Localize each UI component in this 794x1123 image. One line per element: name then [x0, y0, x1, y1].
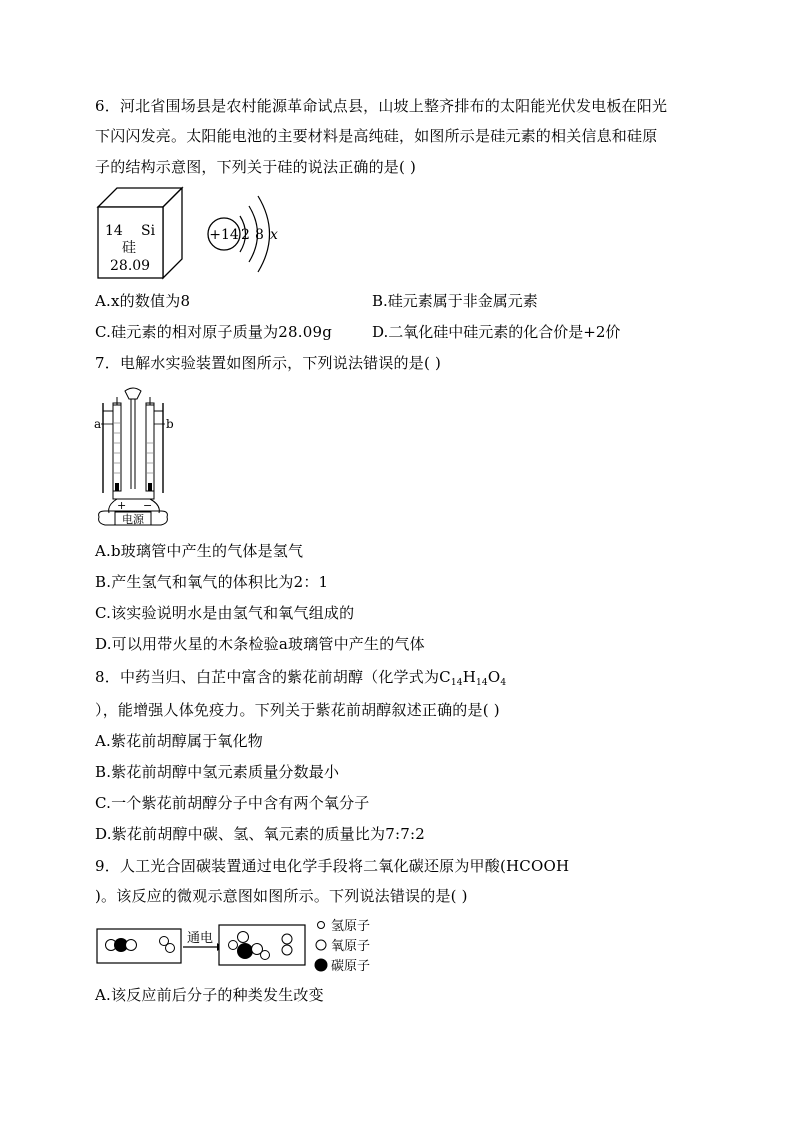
label-b: b: [166, 417, 174, 431]
element-name: 硅: [122, 240, 136, 256]
q7-option-b: B.产生氢气和氧气的体积比为2：1: [95, 573, 329, 591]
element-cell: [98, 188, 182, 278]
atomic-number: 14: [105, 223, 123, 239]
nucleus-charge: +14: [209, 227, 239, 243]
q8-stem-line-1: [95, 667, 506, 687]
q6-option-b: B.硅元素属于非金属元素: [372, 292, 538, 310]
q7-stem: 7．电解水实验装置如图所示，下列说法错误的是( ): [95, 354, 442, 372]
legend-carbon: 碳原子: [331, 959, 371, 974]
q6-stem-line-2: 下闪闪发亮。太阳能电池的主要材料是高纯硅，如图所示是硅元素的相关信息和硅原: [95, 127, 658, 145]
tube-a: [113, 403, 121, 491]
electrode-left: [115, 483, 119, 491]
power-label: 电源: [122, 513, 144, 526]
legend-oxygen: 氧原子: [331, 939, 371, 954]
q8-stem-text: 8．中药当归、白芷中富含的紫花前胡醇（化学式为: [95, 668, 440, 686]
shell-2-electrons: 8: [255, 227, 264, 243]
q8-option-c: C.一个紫花前胡醇分子中含有两个氧分子: [95, 794, 370, 812]
reaction-diagram: [95, 915, 395, 979]
legend-hydrogen-symbol: [318, 922, 325, 929]
legend-carbon-symbol: [315, 959, 328, 972]
arrow-label: 通电: [187, 931, 214, 946]
q8-option-a: A.紫花前胡醇属于氧化物: [95, 732, 264, 750]
q6-stem-line-3: 子的结构示意图，下列关于硅的说法正确的是( ): [95, 158, 417, 176]
q8-option-b: B.紫花前胡醇中氢元素质量分数最小: [95, 763, 340, 781]
q7-option-d: D.可以用带火星的木条检验a玻璃管中产生的气体: [95, 635, 425, 653]
atomic-mass: 28.09: [110, 258, 151, 274]
q7-option-a: A.b玻璃管中产生的气体是氢气: [95, 542, 304, 560]
electrolysis-apparatus: [93, 383, 183, 533]
q9-stem-line-2: )。该反应的微观示意图如图所示。下列说法错误的是( ): [95, 887, 468, 905]
shell-1-electrons: 2: [241, 227, 250, 243]
co2-molecule: [106, 938, 137, 952]
element-symbol: Si: [141, 223, 156, 239]
label-minus: −: [143, 499, 153, 512]
silicon-figure: [95, 186, 295, 286]
legend-hydrogen: 氢原子: [331, 919, 371, 934]
funnel: [125, 388, 141, 399]
atom-structure-diagram: [208, 196, 278, 272]
q9-stem-line-1: 9．人工光合固碳装置通过电化学手段将二氧化碳还原为甲酸(HCOOH: [95, 857, 570, 875]
legend: [315, 919, 371, 974]
q6-option-d: D.二氧化硅中硅元素的化合价是+2价: [372, 323, 621, 341]
q6-option-c: C.硅元素的相对原子质量为28.09g: [95, 323, 333, 341]
legend-oxygen-symbol: [316, 940, 326, 950]
q8-option-d: D.紫花前胡醇中碳、氢、氧元素的质量比为7:7:2: [95, 825, 425, 843]
label-plus: +: [117, 499, 127, 512]
shell-3-electrons: x: [270, 227, 278, 243]
bottom-connector: [113, 491, 154, 499]
q9-option-a: A.该反应前后分子的种类发生改变: [95, 986, 324, 1004]
q6-stem-line-1: 6．河北省围场县是农村能源革命试点县，山坡上整齐排布的太阳能光伏发电板在阳光: [95, 97, 668, 115]
q6-option-a: A.x的数值为8: [95, 292, 191, 310]
q8-stem-line-2: ），能增强人体免疫力。下列关于紫花前胡醇叙述正确的是( ): [95, 701, 500, 719]
tube-b: [146, 403, 154, 491]
chemical-formula: $C_{14}H_{14}O_4$: [439, 668, 507, 688]
label-a: a: [94, 417, 102, 431]
electrode-right: [148, 483, 152, 491]
q7-option-c: C.该实验说明水是由氢气和氧气组成的: [95, 604, 355, 622]
